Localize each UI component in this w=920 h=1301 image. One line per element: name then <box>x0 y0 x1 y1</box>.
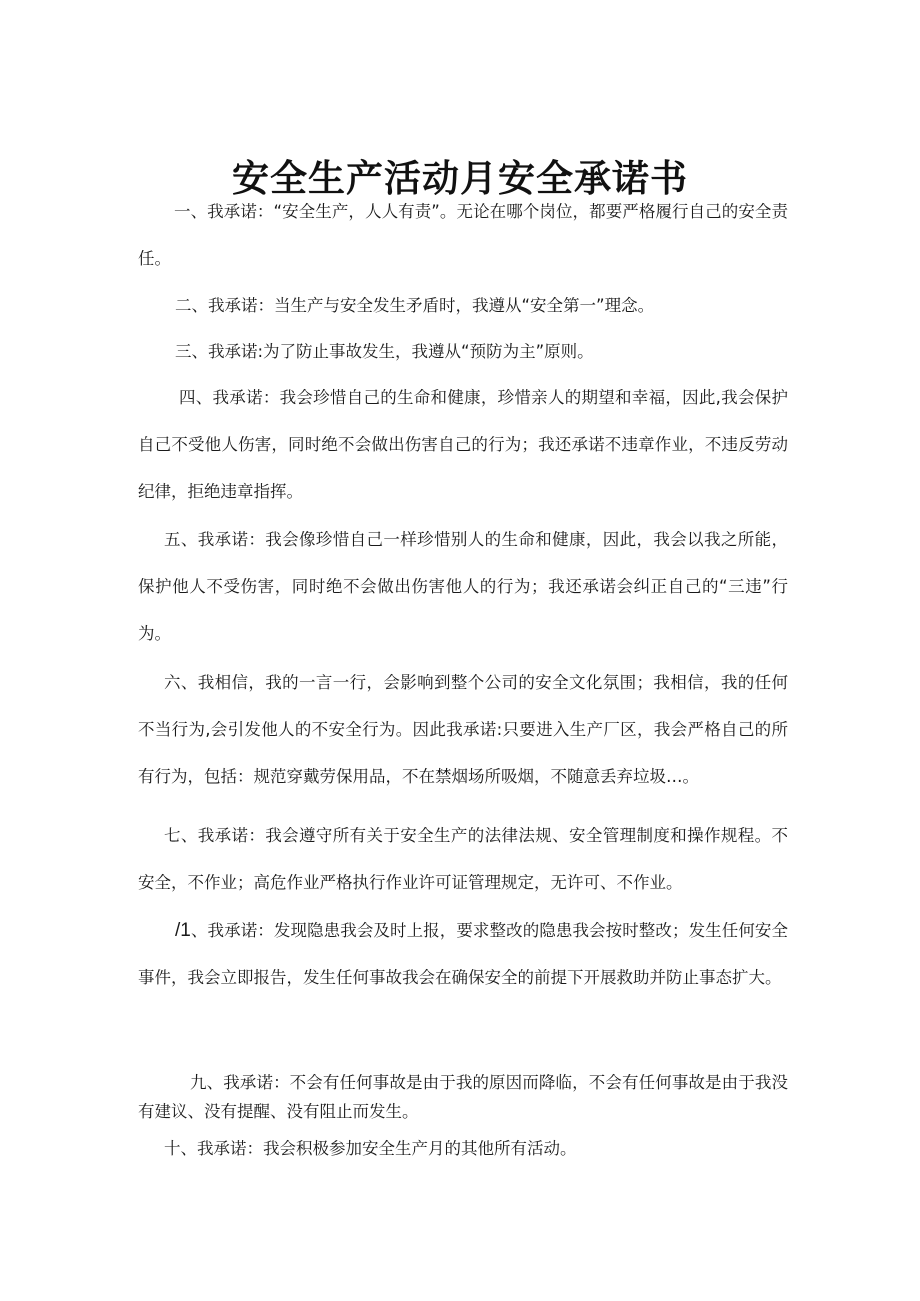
commitment-4: 四、我承诺：我会珍惜自己的生命和健康，珍惜亲人的期望和幸福，因此,我会保护自己不受他人伤害，同时绝不会做出伤害自己的行为；我还承诺不违章作业，不违反劳动纪律，拒绝违章指挥。 <box>138 388 788 501</box>
commitment-2: 二、我承诺：当生产与安全发生矛盾时，我遵从“安全第一”理念。 <box>175 296 655 315</box>
commitment-8-marker: /1 <box>175 920 191 941</box>
commitment-1: 一、我承诺：“安全生产，人人有责”。无论在哪个岗位，都要严格履行自己的安全责任。 <box>138 202 788 268</box>
commitment-8-text: 、我承诺：发现隐患我会及时上报，要求整改的隐患我会按时整改；发生任何安全事件，我会立即报告，发生任何事故我会在确保安全的前提下开展救助并防止事态扩大。 <box>138 921 788 987</box>
commitment-8 <box>138 907 788 1001</box>
commitment-3: 三、我承诺:为了防止事故发生，我遵从“预防为主”原则。 <box>175 342 594 361</box>
commitment-6: 六、我相信，我的一言一行，会影响到整个公司的安全文化氛围；我相信，我的任何不当行为,会引发他人的不安全行为。因此我承诺:只要进入生产厂区，我会严格自己的所有行为，包括：规范穿戴劳保用品，不在禁烟场所吸烟，不随意丢弃垃圾…。 <box>138 673 788 786</box>
document-title: 安全生产活动月安全承诺书 <box>232 156 688 200</box>
commitment-10: 十、我承诺：我会积极参加安全生产月的其他所有活动。 <box>164 1139 577 1158</box>
commitment-7: 七、我承诺：我会遵守所有关于安全生产的法律法规、安全管理制度和操作规程。不安全，不作业；高危作业严格执行作业许可证管理规定，无许可、不作业。 <box>138 826 788 892</box>
commitment-5: 五、我承诺：我会像珍惜自己一样珍惜别人的生命和健康，因此，我会以我之所能，保护他人不受伤害，同时绝不会做出伤害他人的行为；我还承诺会纠正自己的“三违”行为。 <box>138 530 788 643</box>
commitment-9: 九、我承诺：不会有任何事故是由于我的原因而降临，不会有任何事故是由于我没有建议、没有提醒、没有阻止而发生。 <box>138 1073 788 1121</box>
